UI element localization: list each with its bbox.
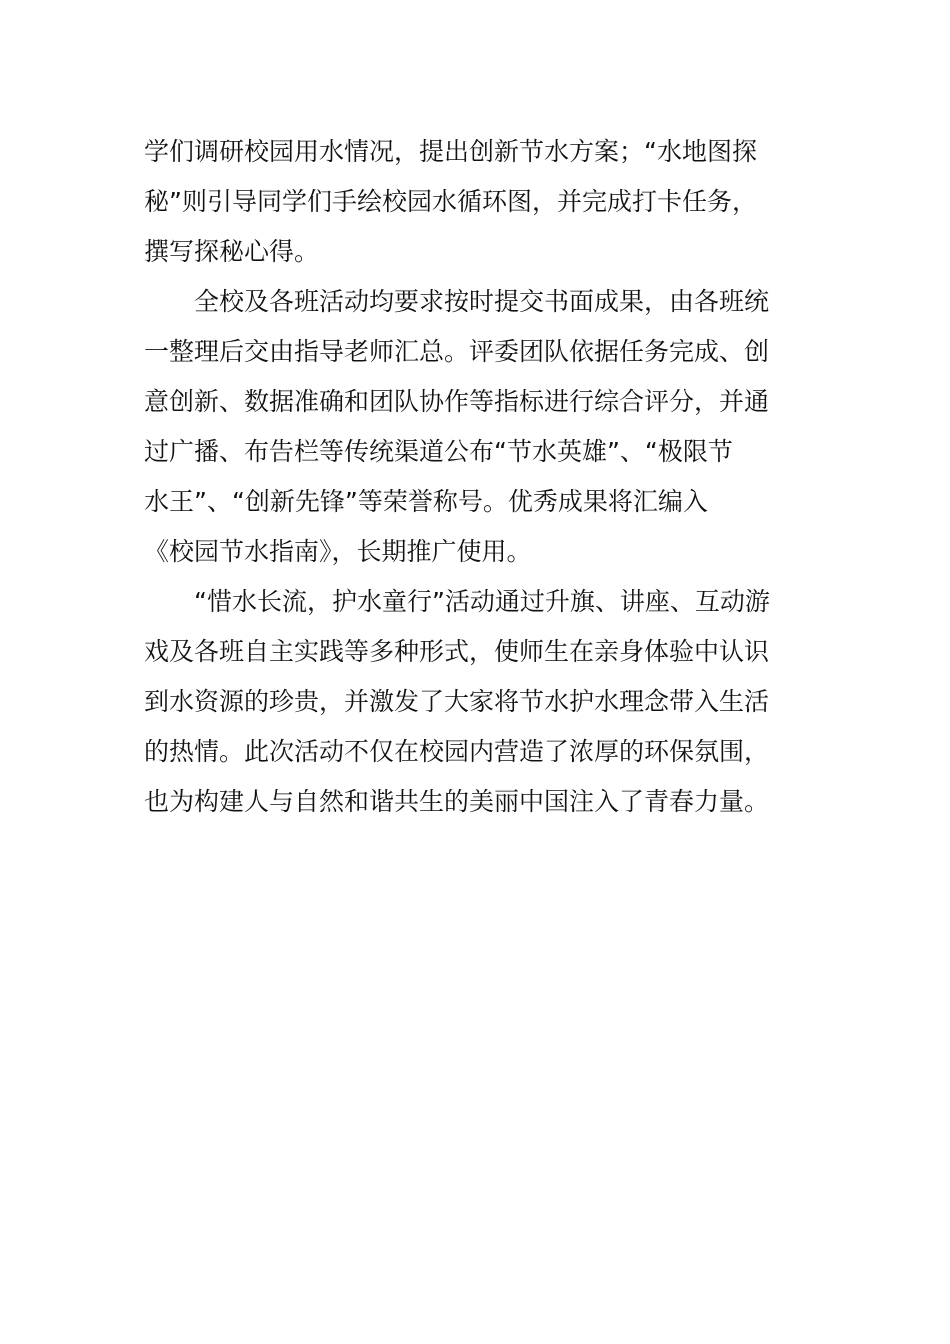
paragraph-line: 过广播、布告栏等传统渠道公布“节水英雄”、“极限节 xyxy=(144,437,733,466)
paragraph-2 xyxy=(144,277,804,577)
paragraph-line: 戏及各班自主实践等多种形式，使师生在亲身体验中认识 xyxy=(144,637,770,666)
paragraph-line: 也为构建人与自然和谐共生的美丽中国注入了青春力量。 xyxy=(144,787,770,816)
paragraph-line: 撰写探秘心得。 xyxy=(144,237,320,266)
paragraph-line: 学们调研校园用水情况，提出创新节水方案；“水地图探 xyxy=(144,137,757,166)
paragraph-line: 到水资源的珍贵，并激发了大家将节水护水理念带入生活 xyxy=(144,687,770,716)
paragraph-line: 水王”、“创新先锋”等荣誉称号。优秀成果将汇编入 xyxy=(144,487,708,516)
paragraph-line: 意创新、数据准确和团队协作等指标进行综合评分，并通 xyxy=(144,387,770,416)
document-body xyxy=(144,127,804,827)
paragraph-line: 《校园节水指南》，长期推广使用。 xyxy=(144,537,532,566)
paragraph-line: 秘”则引导同学们手绘校园水循环图，并完成打卡任务， xyxy=(144,187,757,216)
paragraph-line: 全校及各班活动均要求按时提交书面成果，由各班统 xyxy=(194,287,770,316)
paragraph-line: “惜水长流，护水童行”活动通过升旗、讲座、互动游 xyxy=(194,587,770,616)
paragraph-line: 的热情。此次活动不仅在校园内营造了浓厚的环保氛围， xyxy=(144,737,770,766)
paragraph-1 xyxy=(144,127,804,277)
paragraph-3 xyxy=(144,577,804,827)
paragraph-line: 一整理后交由指导老师汇总。评委团队依据任务完成、创 xyxy=(144,337,770,366)
